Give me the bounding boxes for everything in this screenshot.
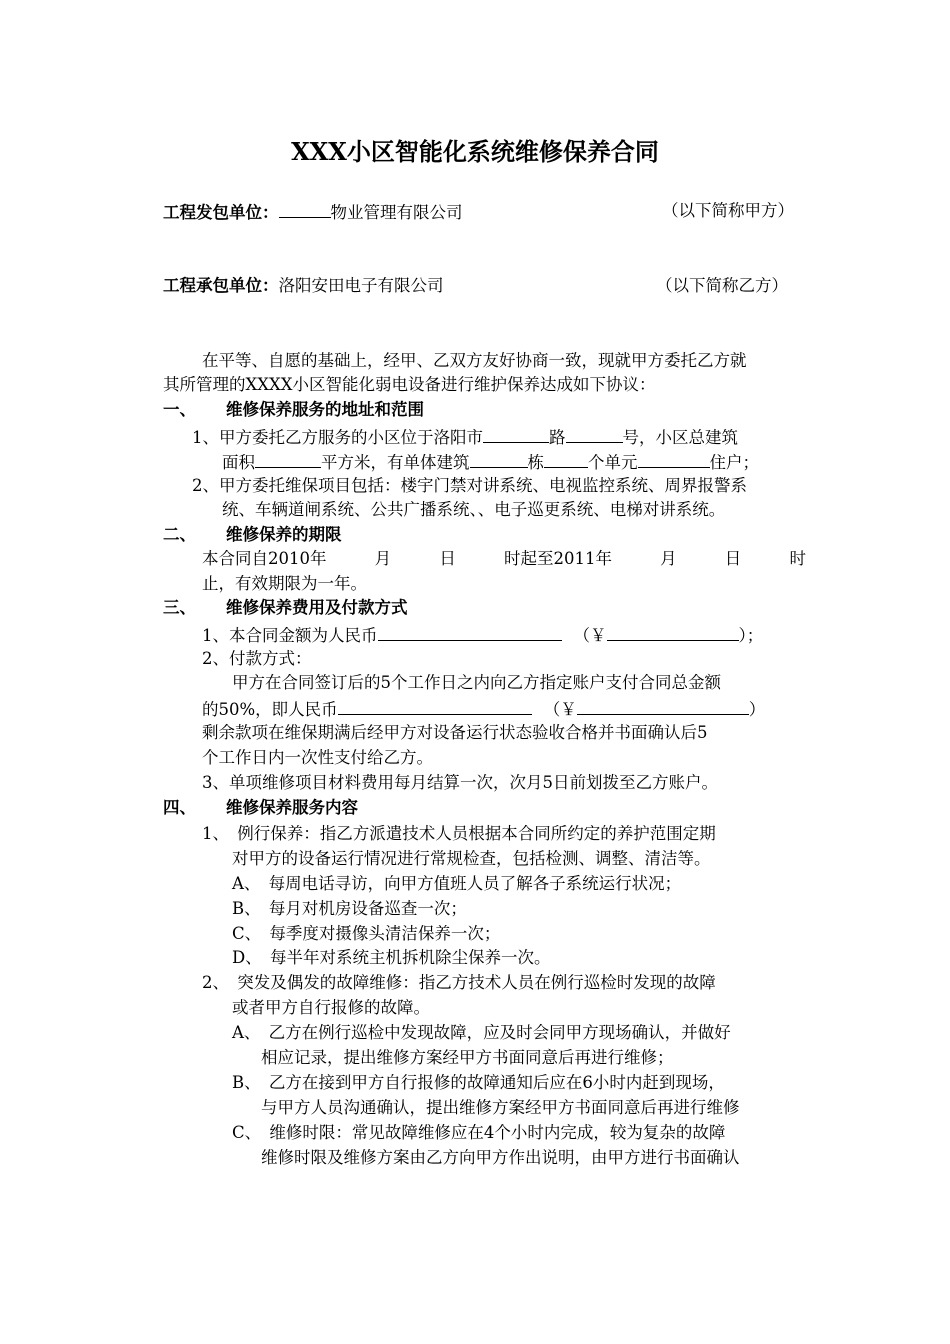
party-a-blank [279, 200, 331, 218]
term-text-7: 时 [789, 549, 806, 568]
section-1-item-1-line-1 [192, 425, 738, 449]
section-4-title: 维修保养服务内容 [226, 798, 358, 817]
section-1-title: 维修保养服务的地址和范围 [226, 400, 424, 419]
party-a-note: （以下简称甲方） [662, 201, 794, 220]
down-payment-figure-blank [577, 697, 749, 715]
pay-l2-text-c: ） [748, 700, 766, 719]
term-text-2: 月 [374, 549, 392, 568]
s1-item1-text-f: 栋 [527, 453, 544, 472]
payment-line-4: 个工作日内一次性支付给乙方。 [202, 748, 433, 767]
contract-amount-figure-blank [607, 623, 739, 641]
s1-item1-text-e: 平方米，有单体建筑 [321, 453, 470, 472]
section-1-heading [163, 399, 424, 421]
intro-line-2: 其所管理的XXXX小区智能化弱电设备进行维护保养达成如下协议： [163, 375, 656, 394]
party-b-label: 工程承包单位： [163, 276, 279, 295]
households-blank [638, 450, 710, 468]
routine-item-b: B、 每月对机房设备巡查一次； [232, 899, 467, 918]
section-4-item-2-line-1: 2、 突发及偶发的故障维修：指乙方技术人员在例行巡检时发现的故障 [202, 973, 716, 992]
repair-item-b-line-1: B、 乙方在接到甲方自行报修的故障通知后应在6小时内赶到现场， [232, 1073, 725, 1092]
s1-item1-text-a: 1、甲方委托乙方服务的小区位于洛阳市 [192, 428, 483, 447]
document-title: XXX小区智能化系统维修保养合同 [291, 137, 659, 166]
party-b-note: （以下简称乙方） [656, 276, 788, 295]
section-3-heading [163, 597, 408, 619]
section-2-number: 二、 [163, 525, 196, 544]
party-b-line [163, 275, 444, 297]
routine-item-d: D、 每半年对系统主机拆机除尘保养一次。 [232, 948, 551, 967]
number-blank [566, 425, 623, 443]
s1-item1-text-g: 个单元 [588, 453, 638, 472]
street-blank [483, 425, 549, 443]
s3-item1-text-c: ）； [738, 626, 764, 645]
section-3-item-1 [202, 623, 763, 647]
section-3-item-3: 3、单项维修项目材料费用每月结算一次，次月5日前划拨至乙方账户。 [202, 773, 718, 792]
s3-item1-text-a: 1、本合同金额为人民币 [202, 626, 378, 645]
section-4-item-1-line-1: 1、 例行保养：指乙方派遣技术人员根据本合同所约定的养护范围定期 [202, 824, 716, 843]
routine-item-a: A、 每周电话寻访，向甲方值班人员了解各子系统运行状况； [232, 874, 682, 893]
party-a-value: 物业管理有限公司 [330, 203, 463, 222]
pay-l2-text-a: 的50%，即人民币 [202, 700, 338, 719]
section-2-term-line [202, 548, 806, 570]
repair-item-b-line-2: 与甲方人员沟通确认，提出维修方案经甲方书面同意后再进行维修 [261, 1098, 740, 1117]
term-text-4: 时起至2011年 [503, 549, 612, 568]
payment-line-2 [202, 697, 765, 721]
s1-item1-text-d: 面积 [222, 453, 255, 472]
section-4-number: 四、 [163, 798, 196, 817]
section-4-heading [163, 797, 358, 819]
section-1-item-2-line-1: 2、甲方委托维保项目包括：楼宇门禁对讲系统、电视监控系统、周界报警系 [192, 476, 747, 495]
term-text-1: 本合同自2010年 [202, 549, 327, 568]
repair-item-a-line-1: A、 乙方在例行巡检中发现故障，应及时会同甲方现场确认，并做好 [232, 1023, 731, 1042]
section-1-item-1-line-2 [222, 450, 759, 474]
party-b-value: 洛阳安田电子有限公司 [278, 276, 444, 295]
term-text-6: 日 [724, 549, 742, 568]
party-a-line [163, 200, 463, 224]
section-3-item-2: 2、付款方式： [202, 649, 312, 668]
area-blank [255, 450, 321, 468]
section-2-term-line-2: 止，有效期限为一年。 [202, 574, 367, 593]
section-2-heading [163, 524, 342, 546]
repair-item-c-line-2: 维修时限及维修方案由乙方向甲方作出说明，由甲方进行书面确认 [261, 1148, 740, 1167]
section-3-number: 三、 [163, 598, 196, 617]
term-text-3: 日 [439, 549, 456, 568]
term-text-5: 月 [660, 549, 677, 568]
repair-item-c-line-1: C、 维修时限：常见故障维修应在4个小时内完成，较为复杂的故障 [232, 1123, 726, 1142]
s1-item1-text-c: 号，小区总建筑 [622, 428, 738, 447]
down-payment-words-blank [338, 697, 532, 715]
units-blank [544, 450, 588, 468]
routine-item-c: C、 每季度对摄像头清洁保养一次； [232, 924, 501, 943]
section-1-item-2-line-2: 统、车辆道闸系统、公共广播系统、、电子巡更系统、电梯对讲系统。 [222, 500, 726, 519]
payment-line-3: 剩余款项在维保期满后经甲方对设备运行状态验收合格并书面确认后5 [202, 723, 708, 742]
payment-line-1: 甲方在合同签订后的5个工作日之内向乙方指定账户支付合同总金额 [232, 673, 721, 692]
buildings-blank [470, 450, 528, 468]
s1-item1-text-h: 住户； [709, 453, 759, 472]
s1-item1-text-b: 路 [549, 428, 566, 447]
section-2-title: 维修保养的期限 [226, 525, 342, 544]
section-3-title: 维修保养费用及付款方式 [226, 598, 408, 617]
party-a-label: 工程发包单位： [163, 203, 279, 222]
section-4-item-2-line-2: 或者甲方自行报修的故障。 [232, 998, 430, 1017]
section-1-number: 一、 [163, 400, 196, 419]
repair-item-a-line-2: 相应记录，提出维修方案经甲方书面同意后再进行维修； [261, 1048, 674, 1067]
pay-l2-text-b: （￥ [543, 700, 577, 719]
s3-item1-text-b: （￥ [573, 626, 607, 645]
intro-line-1: 在平等、自愿的基础上，经甲、乙双方友好协商一致，现就甲方委托乙方就 [202, 351, 747, 370]
section-4-item-1-line-2: 对甲方的设备运行情况进行常规检查，包括检测、调整、清洁等。 [232, 849, 711, 868]
contract-amount-words-blank [378, 623, 562, 641]
